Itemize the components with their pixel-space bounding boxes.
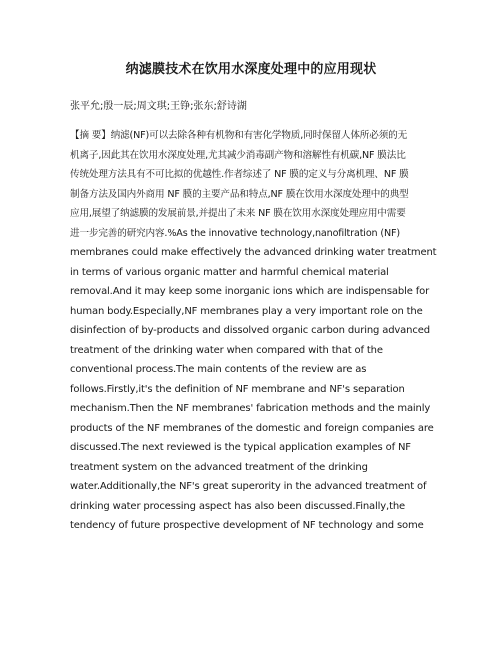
abstract-line: tendency of future prospective development of NF technology and some <box>70 520 424 531</box>
abstract-line: in terms of various organic matter and harmful chemical material <box>70 266 389 278</box>
abstract-line: 进一步完善的研究内容.%As the innovative technology,nanofiltration (NF) <box>70 227 400 239</box>
abstract-line: 传统处理方法具有不可比拟的优越性.作者综述了 NF 膜的定义与分离机理、NF 膜 <box>70 169 409 180</box>
abstract-line: treatment of the drinking water when compared with that of the <box>70 344 383 356</box>
abstract-line: mechanism.Then the NF membranes' fabrication methods and the mainly <box>70 403 431 414</box>
abstract-line: membranes could make effectively the advanced drinking water treatment <box>70 247 437 258</box>
abstract-line: treatment system on the advanced treatment of the drinking <box>70 461 368 473</box>
abstract-line: conventional process.The main contents of the review are as <box>70 364 367 375</box>
author-list: 张平允;殷一辰;周文琪;王铮;张东;舒诗湖 <box>70 101 247 112</box>
abstract-line: products of the NF membranes of the domestic and foreign companies are <box>70 422 434 434</box>
abstract-line: removal.And it may keep some inorganic ions which are indispensable for <box>70 286 430 297</box>
abstract-body <box>70 126 442 536</box>
abstract-line: discussed.The next reviewed is the typical application examples of NF <box>70 442 411 453</box>
abstract-line: 【摘 要】纳滤(NF)可以去除各种有机物和有害化学物质,同时保留人体所必须的无 <box>70 130 408 141</box>
abstract-line: follows.Firstly,it's the definition of NF membrane and NF's separation <box>70 383 405 395</box>
abstract-line: 制备方法及国内外商用 NF 膜的主要产品和特点,NF 膜在饮用水深度处理中的典型 <box>70 188 409 200</box>
abstract-line: 应用,展望了纳滤膜的发展前景,并提出了未来 NF 膜在饮用水深度处理应用中需要 <box>70 208 406 219</box>
abstract-line: water.Additionally,the NF's great superority in the advanced treatment of <box>70 481 427 492</box>
document-title: 纳滤膜技术在饮用水深度处理中的应用现状 <box>125 62 377 77</box>
abstract-line: human body.Especially,NF membranes play a very important role on the <box>70 305 423 317</box>
abstract-line: drinking water processing aspect has also been discussed.Finally,the <box>70 500 406 512</box>
abstract-line: disinfection of by-products and dissolved organic carbon during advanced <box>70 325 430 336</box>
abstract-line: 机离子,因此其在饮用水深度处理,尤其减少消毒副产物和溶解性有机碳,NF 膜法比 <box>70 149 406 161</box>
